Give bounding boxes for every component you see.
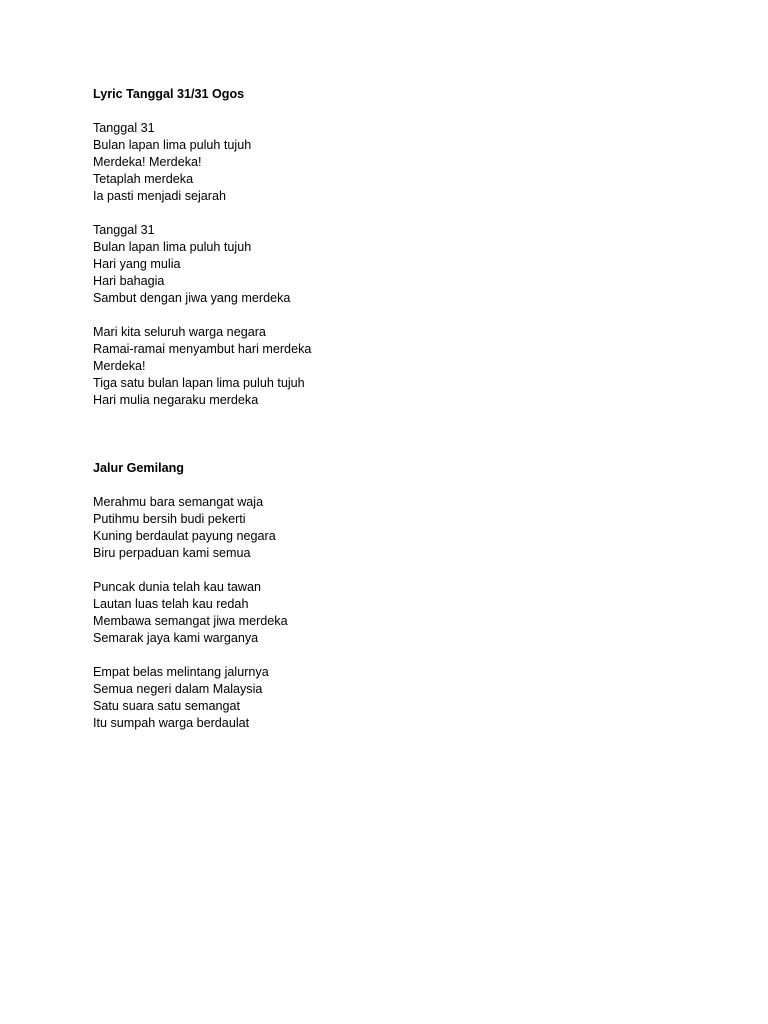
lyric-line: Empat belas melintang jalurnya — [93, 665, 269, 679]
lyric-line: Ia pasti menjadi sejarah — [93, 189, 227, 203]
lyric-line: Merdeka! Merdeka! — [93, 155, 202, 169]
lyric-line: Puncak dunia telah kau tawan — [93, 580, 262, 594]
stanza — [93, 120, 713, 205]
lyric-line: Satu suara satu semangat — [93, 699, 241, 713]
lyric-line: Membawa semangat jiwa merdeka — [93, 614, 288, 628]
song-section — [93, 86, 713, 409]
lyric-line: Semua negeri dalam Malaysia — [93, 682, 263, 696]
lyric-line: Kuning berdaulat payung negara — [93, 529, 276, 543]
lyric-line: Bulan lapan lima puluh tujuh — [93, 240, 252, 254]
stanza — [93, 579, 713, 647]
stanza — [93, 324, 713, 409]
lyric-line: Semarak jaya kami warganya — [93, 631, 259, 645]
stanza — [93, 664, 713, 732]
lyric-line: Tetaplah merdeka — [93, 172, 194, 186]
lyric-line: Tiga satu bulan lapan lima puluh tujuh — [93, 376, 305, 390]
song-title: Jalur Gemilang — [93, 461, 184, 475]
lyric-line: Hari yang mulia — [93, 257, 181, 271]
lyric-line: Itu sumpah warga berdaulat — [93, 716, 250, 730]
lyric-line: Putihmu bersih budi pekerti — [93, 512, 246, 526]
lyric-line: Ramai-ramai menyambut hari merdeka — [93, 342, 312, 356]
lyric-line: Sambut dengan jiwa yang merdeka — [93, 291, 291, 305]
lyric-line: Tanggal 31 — [93, 223, 155, 237]
lyric-line: Merdeka! — [93, 359, 146, 373]
lyric-line: Mari kita seluruh warga negara — [93, 325, 266, 339]
lyric-line: Lautan luas telah kau redah — [93, 597, 249, 611]
stanza — [93, 494, 713, 562]
song-section — [93, 460, 713, 732]
lyric-line: Tanggal 31 — [93, 121, 155, 135]
stanza — [93, 222, 713, 307]
lyric-line: Hari bahagia — [93, 274, 165, 288]
lyric-line: Biru perpaduan kami semua — [93, 546, 251, 560]
lyric-line: Bulan lapan lima puluh tujuh — [93, 138, 252, 152]
lyric-line: Hari mulia negaraku merdeka — [93, 393, 259, 407]
song-title: Lyric Tanggal 31/31 Ogos — [93, 87, 245, 101]
document-page — [93, 86, 713, 732]
lyric-line: Merahmu bara semangat waja — [93, 495, 264, 509]
